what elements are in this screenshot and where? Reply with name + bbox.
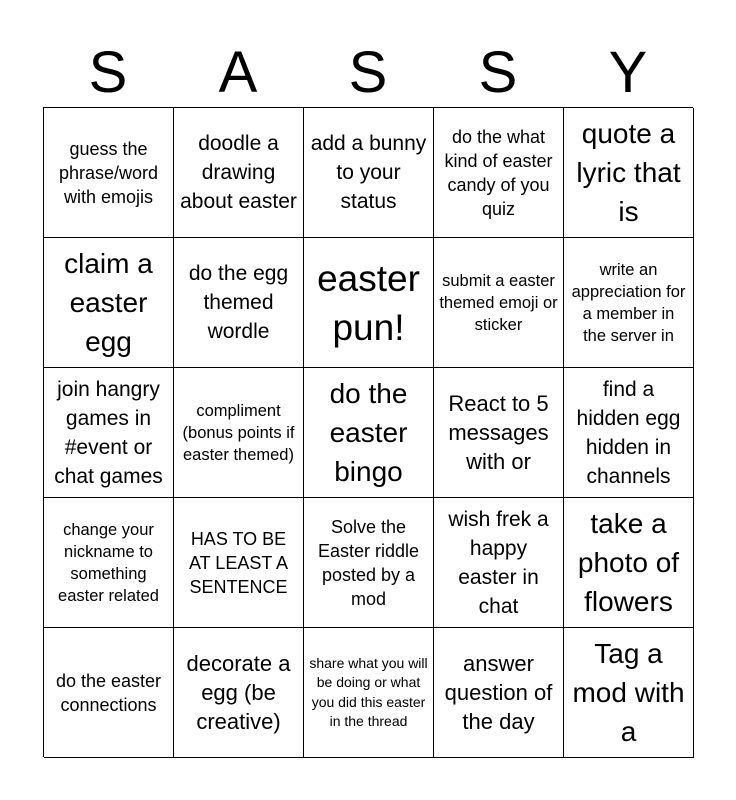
bingo-cell[interactable] [434, 498, 564, 628]
cell-text: HAS TO BE AT LEAST A SENTENCE [188, 528, 289, 597]
bingo-cell[interactable] [304, 628, 434, 758]
bingo-cell[interactable] [434, 108, 564, 238]
bingo-cell[interactable] [304, 108, 434, 238]
header-letter: A [218, 40, 258, 105]
cell-text: React to 5 messages with or [448, 391, 549, 474]
bingo-cell[interactable] [44, 628, 174, 758]
bingo-cell[interactable] [44, 108, 174, 238]
cell-text: share what you will be doing or what you did this easter in the thread [309, 654, 428, 729]
header-letter: S [478, 40, 518, 105]
cell-text: Solve the Easter riddle posted by a mod [317, 516, 420, 609]
cell-text: guess the phrase/word with emojis [58, 138, 159, 207]
cell-text: submit a easter themed emoji or sticker [439, 271, 558, 334]
cell-text: find a hidden egg hidden in channels [576, 377, 681, 488]
bingo-cell[interactable] [44, 368, 174, 498]
bingo-cell[interactable] [44, 238, 174, 368]
bingo-cell[interactable] [174, 108, 304, 238]
bingo-cell[interactable] [564, 368, 694, 498]
bingo-cell[interactable] [44, 498, 174, 628]
cell-text: add a bunny to your status [310, 132, 427, 213]
cell-text: wish frek a happy easter in chat [448, 507, 549, 618]
bingo-cell[interactable] [174, 238, 304, 368]
cell-text: write an appreciation for a member in the server in [571, 260, 686, 345]
bingo-cell[interactable] [434, 628, 564, 758]
header-letter: S [348, 40, 388, 105]
bingo-header [43, 40, 693, 106]
header-letter: S [88, 40, 128, 105]
bingo-cell[interactable] [304, 498, 434, 628]
cell-text: join hangry games in #event or chat games [54, 377, 163, 488]
bingo-grid [43, 107, 693, 757]
bingo-cell[interactable] [304, 238, 434, 368]
cell-text: easter pun! [317, 257, 420, 348]
bingo-cell[interactable] [564, 238, 694, 368]
bingo-cell[interactable] [564, 628, 694, 758]
cell-text: quote a lyric that is [576, 118, 681, 227]
cell-text: Tag a mod with a [572, 638, 685, 747]
cell-text: decorate a egg (be creative) [186, 651, 291, 734]
bingo-cell[interactable] [564, 498, 694, 628]
cell-text: take a photo of flowers [577, 508, 680, 617]
bingo-cell[interactable] [434, 238, 564, 368]
bingo-cell[interactable] [174, 368, 304, 498]
cell-text: answer question of the day [444, 651, 553, 734]
cell-text: do the what kind of easter candy of you quiz [444, 126, 553, 219]
bingo-cell[interactable] [434, 368, 564, 498]
cell-text: do the easter bingo [329, 378, 408, 487]
cell-text: do the easter connections [55, 670, 162, 715]
cell-text: change your nickname to something easter related [58, 520, 159, 605]
cell-text: compliment (bonus points if easter themed) [182, 401, 295, 464]
header-letter: Y [608, 40, 648, 105]
cell-text: doodle a drawing about easter [180, 132, 297, 213]
bingo-cell[interactable] [174, 628, 304, 758]
cell-text: do the egg themed wordle [188, 262, 289, 343]
cell-text: claim a easter egg [64, 248, 153, 357]
bingo-cell[interactable] [564, 108, 694, 238]
bingo-cell[interactable] [174, 498, 304, 628]
bingo-cell[interactable] [304, 368, 434, 498]
